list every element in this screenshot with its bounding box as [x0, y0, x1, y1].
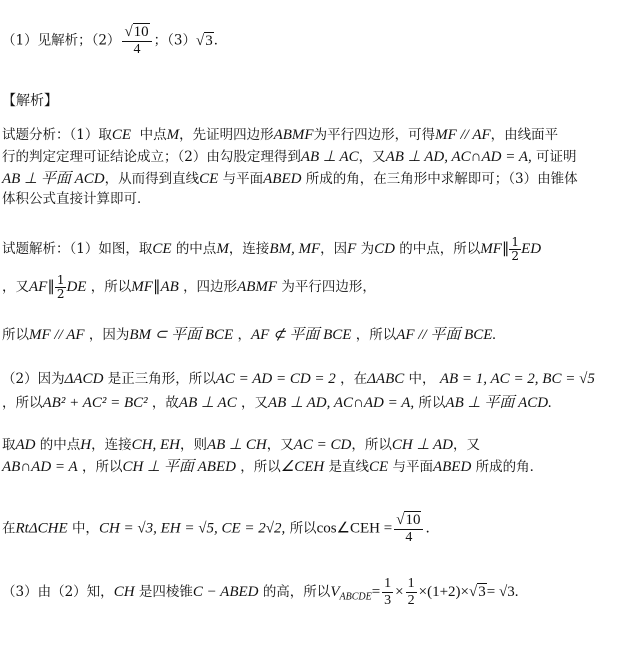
p2-text-3f: ，所以	[351, 437, 392, 453]
math-AF-par-BCE: AF // 平面 BCE.	[396, 327, 497, 343]
sol-text-1b: 的中点	[175, 241, 217, 257]
math-result: = √3.	[486, 584, 519, 600]
solution-line1	[2, 236, 541, 263]
analysis-line3	[2, 170, 578, 188]
math-ABED: ABED	[263, 171, 302, 187]
math-Rt-CHE: RtΔCHE	[15, 520, 68, 537]
sol-text-3d: ，所以	[355, 327, 397, 343]
analysis-text-2c: 可证明	[536, 149, 577, 165]
math-AB-perp-ACD: AB ⊥ 平面 ACD	[2, 171, 105, 187]
math-H: H	[80, 437, 92, 453]
math-AF: AF	[29, 279, 48, 295]
analysis-text-2a: 行的判定定理可证结论成立；（2）由勾股定理得到	[2, 149, 301, 165]
p2-text-4e: 与平面	[392, 459, 433, 475]
p2-text-2a: ，所以	[2, 395, 43, 411]
part2-line2	[2, 394, 552, 412]
math-BM-sub-BCE: BM ⊂ 平面 BCE	[129, 327, 234, 343]
part2-line3	[2, 436, 480, 454]
analysis-text-1e: ，由线面平	[490, 127, 559, 143]
section-header: 【解析】	[2, 93, 58, 109]
sol-text-2a: ，又	[2, 279, 29, 295]
p2-text-5c: 所以	[289, 520, 317, 537]
sol-text-3b: ，因为	[88, 327, 130, 343]
math-mid: ×(1+2)×	[418, 584, 470, 600]
sqrt3-radicand: 3	[478, 584, 486, 600]
answer-part1: （1）见解析；（2）	[2, 32, 121, 49]
math-tri-ABC: ΔABC	[367, 371, 405, 387]
half-fraction-3	[406, 576, 417, 609]
math-cos-CEH: cos∠CEH =	[316, 520, 393, 537]
math-CD: CD	[374, 241, 395, 257]
math-MF-par-AF: MF // AF	[435, 127, 491, 143]
math-ED: ED	[521, 241, 542, 257]
answer-fraction-sqrt10-over-4: $\frac{√10}{4}$	[122, 24, 151, 58]
math-AF-nsub-BCE: AF ⊄ 平面 BCE	[250, 327, 352, 343]
analysis-line4: 体积公式直接计算即可．	[2, 191, 151, 207]
p2-text-1c: ，在	[340, 371, 368, 387]
math-BM-MF: BM, MF	[269, 241, 321, 257]
third-den: 3	[384, 593, 392, 608]
math-CH-perp-AD: CH ⊥ AD	[391, 437, 453, 453]
math-eq3: AB² + AC² = BC²	[42, 395, 148, 411]
p2-text-5a: 在	[2, 520, 16, 537]
parallel-equal-symbol: ∥	[501, 241, 510, 257]
analysis-text-1b: 中点	[139, 127, 167, 143]
cos-dot: .	[425, 520, 430, 537]
answer-sqrt10-radicand: 10	[133, 24, 149, 40]
p2-text-3c: ，连接	[91, 437, 132, 453]
p2-text-4b: ，所以	[81, 459, 123, 475]
math-eq5: AB ⊥ AD, AC∩AD = A,	[268, 395, 415, 411]
math-CH: CH	[113, 584, 135, 600]
math-eq7: CH = √3, EH = √5, CE = 2√2,	[98, 520, 286, 537]
math-MF-par-AF-2: MF // AF	[29, 327, 85, 343]
p3-text-c: 的高，所以	[262, 584, 331, 600]
math-equals: =	[371, 584, 381, 600]
half-num-2: 1	[56, 273, 65, 287]
sol-text-1f: 的中点，所以	[399, 241, 481, 257]
math-ABED-2: ABED	[432, 459, 472, 475]
p3-text-a: （3）由（2）知，	[2, 584, 114, 600]
part2-line1	[2, 370, 595, 388]
math-F: F	[347, 241, 357, 257]
sol-text-2b: ，所以	[90, 279, 132, 295]
p2-text-3a: 取	[2, 437, 16, 453]
analysis-text-3d: 所成的角，在三角形中求解即可；（3）由锥体	[305, 171, 578, 187]
solution-line2	[2, 274, 376, 301]
math-sqrt3: √3	[469, 584, 486, 600]
math-eq6: AB ⊥ 平面 ACD.	[445, 395, 552, 411]
third-num: 1	[384, 576, 392, 591]
math-times: ×	[395, 584, 404, 600]
sol-text-1e: 为	[360, 241, 375, 257]
third-fraction	[382, 576, 393, 609]
math-CE-3: CE	[152, 241, 172, 257]
math-AD: AD	[15, 437, 36, 453]
analysis-text-3c: 与平面	[222, 171, 264, 187]
half-den-3: 2	[407, 593, 415, 608]
math-ABMF-2: ABMF	[237, 279, 278, 295]
answer-denominator: 4	[133, 42, 141, 57]
answer-sqrt3: √3	[196, 32, 213, 49]
cos-fraction: $\frac{√10}{4}$	[394, 512, 423, 546]
sol-text-1d: ，因	[320, 241, 348, 257]
part2-line4	[2, 458, 543, 476]
math-AC-eq-CD: AC = CD	[293, 437, 352, 453]
math-MF: MF	[480, 241, 502, 257]
p2-text-3b: 的中点	[39, 437, 81, 453]
analysis-text-1a: 试题分析：（1）取	[2, 127, 112, 143]
part2-line5	[2, 512, 430, 546]
math-M: M	[166, 127, 180, 143]
p2-text-1d: 中，	[408, 371, 436, 387]
analysis-text-1d: 为平行四边形，可得	[313, 127, 436, 143]
p2-text-1a: （2）因为	[2, 371, 65, 387]
math-CH-perp-ABED: CH ⊥ 平面 ABED	[122, 459, 236, 475]
math-MF-2: MF	[131, 279, 153, 295]
math-DE: DE	[66, 279, 87, 295]
half-fraction	[509, 236, 521, 263]
p2-text-3d: ，则	[179, 437, 207, 453]
math-angle-CEH: ∠CEH	[280, 459, 325, 475]
p2-text-2d: 所以	[418, 395, 446, 411]
half-fraction-2	[55, 274, 67, 301]
math-CE-2: CE	[199, 171, 219, 187]
math-CE-4: CE	[369, 459, 389, 475]
p2-text-4d: 是直线	[328, 459, 369, 475]
math-eq1: AC = AD = CD = 2	[215, 371, 336, 387]
part3-line	[2, 576, 518, 609]
analysis-text-2b: ，又	[358, 149, 386, 165]
sol-text-3a: 所以	[2, 327, 29, 343]
math-AB-perp-AC: AB ⊥ AC	[300, 149, 359, 165]
cos-sqrt10-radicand: 10	[405, 512, 421, 528]
half-num: 1	[511, 235, 520, 249]
sol-text-1a: 试题解析：（1）如图，取	[2, 241, 153, 257]
answer-line	[2, 24, 227, 58]
math-V: V	[330, 584, 340, 600]
math-eq2: AB = 1, AC = 2, BC = √5	[439, 371, 595, 387]
half-den-2: 2	[56, 287, 65, 301]
math-AB-perp-AD: AB ⊥ AD, AC∩AD = A,	[385, 149, 532, 165]
math-CE: CE	[111, 127, 132, 143]
analysis-text-3b: ，从而得到直线	[104, 171, 200, 187]
math-ABMF: ABMF	[273, 127, 314, 143]
analysis-line1	[2, 126, 558, 144]
math-AB-perp-CH: AB ⊥ CH	[206, 437, 267, 453]
math-AB-cap-AD: AB∩AD = A	[2, 459, 78, 475]
answer-sqrt3-radicand: 3	[205, 32, 213, 49]
cos-denominator: 4	[405, 530, 413, 545]
parallel-equal-symbol-2: ∥	[47, 279, 55, 295]
sol-text-3c: ，	[237, 327, 251, 343]
p2-text-4c: ，所以	[240, 459, 281, 475]
analysis-text-1c: ，先证明四边形	[179, 127, 274, 143]
solution-line3	[2, 326, 496, 344]
p2-text-3g: ，又	[453, 437, 480, 453]
math-AB: AB	[160, 279, 179, 295]
p2-text-1b: 是正三角形，所以	[107, 371, 216, 387]
p2-text-2c: ，又	[241, 395, 269, 411]
half-den: 2	[511, 249, 520, 263]
math-M-2: M	[216, 241, 229, 257]
answer-end: ．	[213, 32, 228, 49]
p2-text-2b: ，故	[151, 395, 179, 411]
analysis-line2	[2, 148, 577, 166]
sol-text-1c: ，连接	[228, 241, 270, 257]
parallel-equal-symbol-3: ∥	[152, 279, 161, 295]
math-CH-EH: CH, EH	[131, 437, 180, 453]
math-eq4: AB ⊥ AC	[178, 395, 237, 411]
math-tri-ACD: ΔACD	[64, 371, 104, 387]
p2-text-4f: 所成的角．	[475, 459, 544, 475]
answer-sep: ；（3）	[153, 32, 197, 49]
p2-text-3e: ，又	[266, 437, 294, 453]
half-num-3: 1	[407, 576, 415, 591]
p3-text-b: 是四棱锥	[138, 584, 193, 600]
p2-text-5b: 中，	[71, 520, 99, 537]
math-V-subscript: ABCDE	[339, 591, 372, 603]
sol-text-2c: ，四边形	[183, 279, 238, 295]
sol-text-2d: 为平行四边形，	[281, 279, 376, 295]
math-C-ABED: C − ABED	[192, 584, 259, 600]
